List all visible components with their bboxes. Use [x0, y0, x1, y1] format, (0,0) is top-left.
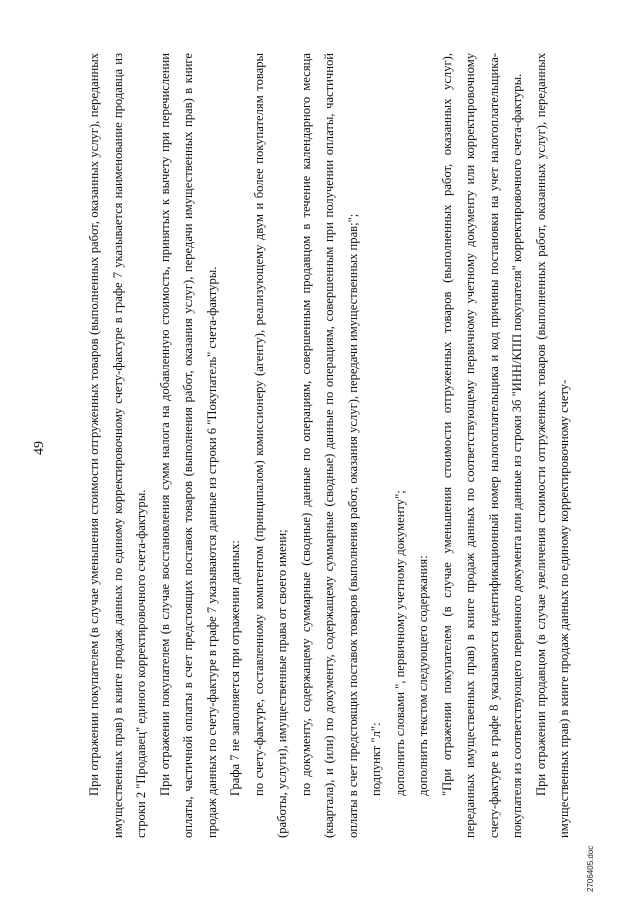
paragraph: по счету-фактуре, составленному комитентом (принципалом) комиссионеру (агенту), реализующему двум и более покупателям товары (работы, услуги), имущественные права от своего имени; [251, 53, 289, 838]
page-number: 49 [32, 441, 47, 455]
paragraph: При отражении покупателем (в случае уменьшения стоимости отгруженных товаров (выполненных работ, оказанных услуг), переданных имущественных прав) в книге продаж данных по единому корректировочному счету-фактуре в графе 7 указывается наименование продавца из строки 2 "Продавец" единого корректировочного счета-фактуры. [87, 53, 148, 838]
paragraph: по документу, содержащему суммарные (сводные) данные по операциям, совершенным продавцом в течение календарного месяца (квартала), и (или) по документу, содержащему суммарные (сводные) данные по операциям, совершенным при получении оплаты, частичной оплаты в счет предстоящих поставок товаров (выполнения работ, оказания услуг), передачи имущественных прав;"; [298, 53, 360, 838]
footer-filename: 2706405.doc [586, 845, 595, 892]
paragraph: "При отражении покупателем (в случае уменьшения стоимости отгруженных товаров (выполненных работ, оказанных услуг), переданных имущественных прав) в книге продаж данных по соответствующему первичному учетному документу или корректировочному счету-фактуре в графе 8 указываются идентификационный номер налогоплательщика и код причины постановки на учет налогоплательщика-покупателя из соответствующего первичного документа или данные из строки 3б "ИНН/КПП покупателя" корректировочного счета-фактуры. [439, 53, 524, 838]
paragraph: Графа 7 не заполняется при отражении данных: [228, 540, 242, 796]
paragraph: При отражении покупателем (в случае восстановления сумм налога на добавленную стоимость, принятых к вычету при перечислении оплаты, частичной оплаты в счет предстоящих поставок товаров (выполнения работ, оказания услуг), передачи имущественных прав) в книге продаж данных по счету-фактуре в графе 7 указываются данные из строки 6 "Покупатель" счета-фактуры. [157, 53, 219, 838]
document-body [83, 53, 577, 838]
paragraph: дополнить словами ", первичному учетному документу"; [392, 490, 407, 796]
paragraph: подпункт "л": [369, 722, 383, 796]
paragraph: дополнить текстом следующего содержания: [416, 555, 430, 796]
paragraph: При отражении продавцом (в случае увеличения стоимости отгруженных товаров (выполненных работ, оказанных услуг), переданных имущественных прав) в книге продаж данных по единому корректировочному счету- [533, 53, 571, 838]
